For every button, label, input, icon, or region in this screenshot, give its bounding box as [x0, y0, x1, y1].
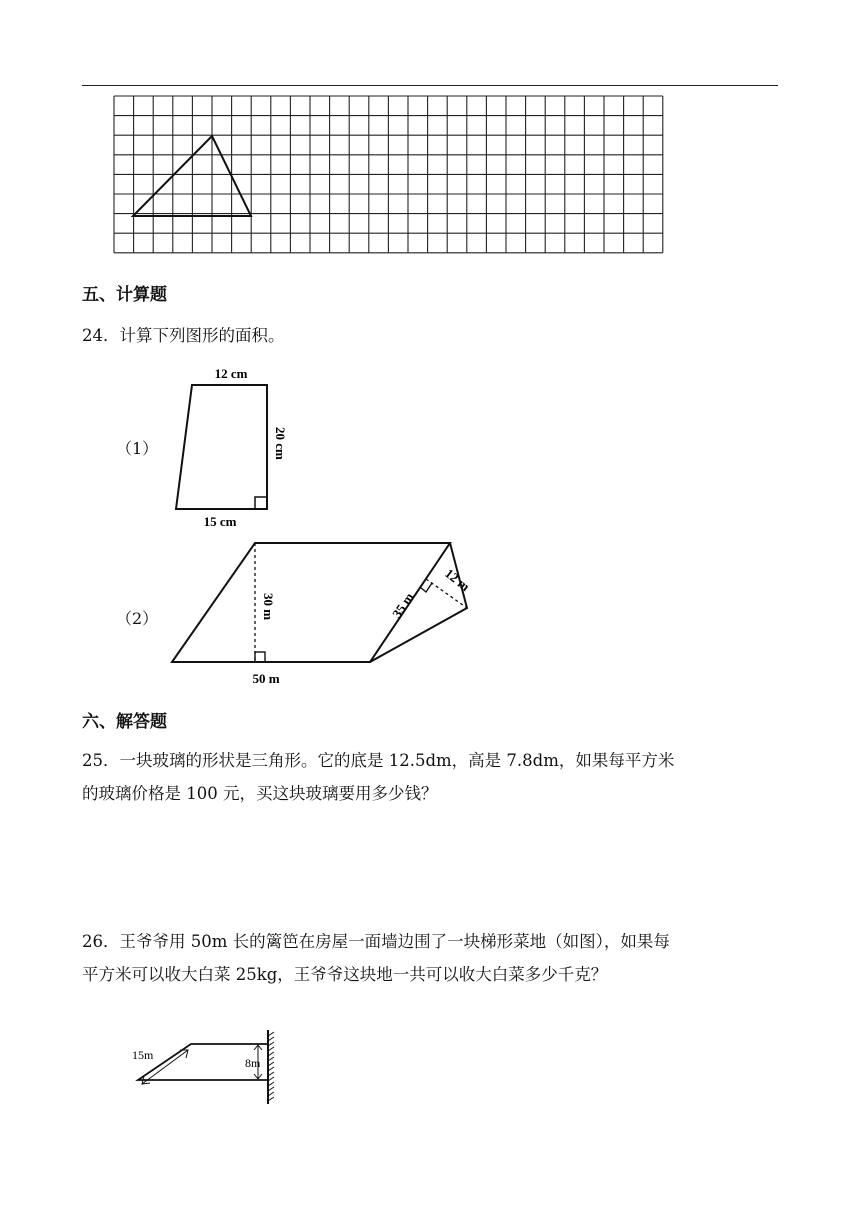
- composite-figure: [160, 535, 480, 690]
- question-26-line-1: 26．王爷爷用 50m 长的篱笆在房屋一面墙边围了一块梯形菜地（如图），如果每: [82, 932, 670, 951]
- question-25: [82, 744, 782, 810]
- q24-part1-label: （1）: [116, 439, 159, 458]
- height-label: 8m: [245, 1056, 261, 1070]
- trapezoid-figure: [165, 362, 295, 530]
- section-heading-calculation: 五、计算题: [82, 285, 167, 305]
- parallelogram-base-label: 50 m: [252, 671, 280, 686]
- diagonal-label: 35 m: [389, 589, 417, 621]
- top-divider: [82, 85, 778, 86]
- question-24-text: 24．计算下列图形的面积。: [82, 326, 285, 345]
- right-angle-mark: [255, 497, 267, 509]
- triangle-height-label: 12 m: [442, 565, 473, 595]
- slant-side-label: 15m: [132, 1048, 154, 1062]
- grid-triangle-figure: [110, 92, 666, 262]
- trapezoid-bottom-label: 15 cm: [203, 514, 237, 529]
- right-angle-mark-base: [255, 652, 265, 662]
- trapezoid-side-label: 20 cm: [273, 427, 288, 460]
- question-26: [82, 925, 782, 991]
- question-25-line-1: 25．一块玻璃的形状是三角形。它的底是 12.5dm，高是 7.8dm，如果每平方米: [82, 751, 675, 770]
- garden-figure: [128, 1028, 283, 1106]
- trapezoid-top-label: 12 cm: [214, 366, 248, 381]
- q24-part2-label: （2）: [116, 609, 159, 628]
- parallelogram-height-label: 30 m: [261, 593, 276, 621]
- section-heading-answer: 六、解答题: [82, 712, 167, 732]
- question-26-line-2: 平方米可以收大白菜 25kg，王爷爷这块地一共可以收大白菜多少千克？: [82, 965, 608, 984]
- question-25-line-2: 的玻璃价格是 100 元，买这块玻璃要用多少钱？: [82, 784, 438, 803]
